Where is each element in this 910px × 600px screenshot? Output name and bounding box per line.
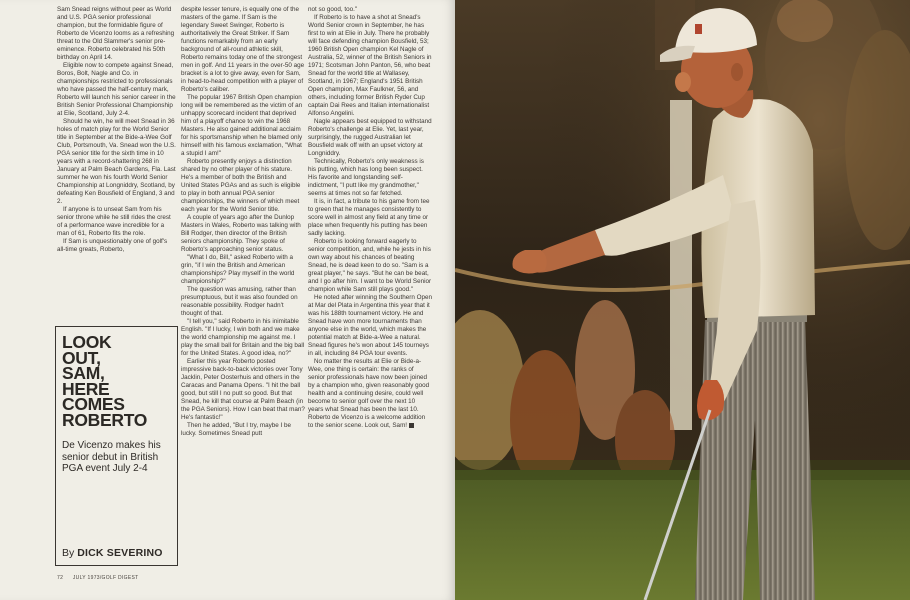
paragraph-final xyxy=(308,358,432,430)
paragraph: The question was amusing, rather than presumptuous, but it was also founded on reasonable possibility. Rodger hadn't thought of that. xyxy=(181,286,298,317)
paragraph: If anyone is to unseat Sam from his senior throne while he still rides the crest of a performance wave incredible for a man of 61, Roberto fits the role. xyxy=(57,206,171,237)
headline xyxy=(62,332,171,430)
golfer-photo-illustration xyxy=(455,0,910,600)
paragraph: If Roberto is to have a shot at Snead's World Senior crown in September, he has first to win at Elie in July. There he probably will face defending champion Bousfield, 53; 1960 British Open champion Kel Nagle of Australia, 52, winner of the British Seniors in 1971; Scotsman John Panton, 56, who beat Snead for the world title at Wallasey, Scotland, in 1967; England's 1951 British Open champion, Max Faulkner, 56, and others, including former British Ryder Cup captain Dai Rees and Italian internationalist Alfonso Angelini. xyxy=(308,14,432,117)
author-name: DICK SEVERINO xyxy=(77,547,163,559)
end-mark-icon xyxy=(409,423,414,428)
paragraph: Technically, Roberto's only weakness is his putting, which has long been suspect. His favorite and longstanding self-indictment, "I putt like my grandmother," seems at times not so far fetched. xyxy=(308,158,424,197)
text-column-1 xyxy=(57,6,177,326)
paragraph: He noted after winning the Southern Open at Mar del Plata in Argentina this year that it was his 188th tournament victory. He and Snead have won more tournaments than anyone else in the world, which makes the potential match at Bide-a-Wee a natural. Snead figures he's won about 145 tourneys in all, including 84 PGA tour events. xyxy=(308,294,432,357)
deck: De Vicenzo makes his senior debut in British PGA event July 2-4 xyxy=(62,440,161,474)
paragraph: Eligible now to compete against Snead, Boros, Bolt, Nagle and Co. in championships restricted to professionals who have passed the half-century mark, Roberto will launch his senior career in the British Senior Professional Championship at Elie, Scotland, July 2-4. xyxy=(57,62,176,117)
cap-logo xyxy=(695,24,702,34)
paragraph-text: No matter the results at Elie or Bide-a-Wee, one thing is certain: the ranks of senior professionals have now been joined by a champion who, given reasonably good health and a continuing desire, could well become to senior golf over the next 10 years what Snead has been the last 10. Roberto de Vicenzo is a welcome addition to the senior scene. Look out, Sam! xyxy=(308,358,430,429)
title-box xyxy=(55,326,178,566)
headline-line: LOOK xyxy=(62,332,112,352)
paragraph: A couple of years ago after the Dunlop Masters in Wales, Roberto was talking with Bill Rodger, then director of the British seniors championship. They spoke of Roberto's approaching senior status. xyxy=(181,214,301,253)
paragraph: Sam Snead reigns without peer as World and U.S. PGA senior professional champion, but the formidable figure of Roberto de Vicenzo looms as a refreshing threat to the Old Slammer's senior pre-eminence. Roberto celebrated his 50th birthday on April 14. xyxy=(57,6,175,61)
paragraph: Roberto is looking forward eagerly to senior competition, and, while he jests in his own way about his chances of beating Snead, he is dead keen to do so. "Sam is a great player," he says. "But he can be beat, and I go after him. I want to be World Senior champion while Sam still plays good." xyxy=(308,238,432,293)
headline-line: OUT, xyxy=(62,347,101,368)
headline-line: SAM, xyxy=(62,363,105,383)
paragraph: "What I do, Bill," asked Roberto with a grin, "if I win the British and American championships? Play myself in the world championship?" xyxy=(181,254,295,285)
paragraph: Then he added, "But I try, maybe I be lucky. Sometimes Snead putt xyxy=(181,422,291,437)
paragraph: Should he win, he will meet Snead in 36 holes of match play for the World Senior title in September at the Bide-a-Wee Golf Club, Portsmouth, Va. Snead won the U.S. PGA senior title for the sixth time in 10 years with a record-shattering 268 in January at Palm Beach Gardens, Fla. Last summer he won his fourth World Senior Championship at Longniddry, Scotland, by defeating Ken Bousfield of England, 3 and 2. xyxy=(57,118,176,205)
page-number: 72 xyxy=(57,575,64,581)
paragraph: The popular 1967 British Open champion long will be remembered as the victim of an unhappy scorecard incident that deprived him of a playoff chance to win the 1968 Masters. He also gained additional acclaim for his sportsmanship when he blamed only himself with his famous exclamation, "What a stupid I am!" xyxy=(181,94,303,157)
paragraph: If Sam is unquestionably one of golf's all-time greats, Roberto, xyxy=(57,238,168,253)
headline-line: HERE xyxy=(62,378,110,399)
byline-prefix: By xyxy=(62,547,75,559)
headline-line: COMES xyxy=(62,394,125,414)
folio xyxy=(57,575,138,581)
text-column-3 xyxy=(308,6,432,566)
post xyxy=(670,100,692,430)
headline-line: ROBERTO xyxy=(62,409,148,430)
byline xyxy=(62,547,163,559)
paragraph: "I tell you," said Roberto in his inimitable English. "If I lucky, I win both and we make the world championship me against me. I play the small ball for Britain and the big ball for the United States. A good idea, no?" xyxy=(181,318,305,357)
paragraph: despite lesser tenure, is equally one of the masters of the game. If Sam is the legendary Sweet Swinger, Roberto is authoritatively the Great Striker. If Sam functions remarkably from an early background of all-round athletic skill, Roberto remains today one of the strongest men in golf. And 11 years in the over-50 age bracket is a lot to give away, even for Sam, in head-to-head competition with a player of Roberto's caliber. xyxy=(181,6,305,93)
paragraph: Roberto presently enjoys a distinction shared by no other player of his stature. He's a member of both the British and United States PGAs and as such is eligible to play in both annual PGA senior championships, the winners of which meet each year for the World Senior title. xyxy=(181,158,301,213)
golfer-photo xyxy=(455,0,910,600)
issue-line: JULY 1973/GOLF DIGEST xyxy=(72,575,139,581)
paragraph: It is, in fact, a tribute to his game from tee to green that he manages consistently to score well in almost any field at any time or place when frequently his putting has been sadly lacking. xyxy=(308,198,430,237)
paragraph: not so good, too." xyxy=(308,6,358,13)
paragraph: Earlier this year Roberto posted impressive back-to-back victories over Tony Jacklin, Peter Oosterhuis and others in the Caracas and Panama Opens. "I hit the ball good, but still I no putt so good. But that Snead, he kill that course at Palm Beach (in the PGA Seniors). How I can beat that man? He's fantastic!" xyxy=(181,358,305,421)
paragraph: Nagle appears best equipped to withstand Roberto's challenge at Elie. Yet, last year, surprisingly, the rugged Australian let Bousfield walk off with an upset victory at Longniddry. xyxy=(308,118,432,157)
text-column-2 xyxy=(181,6,305,566)
